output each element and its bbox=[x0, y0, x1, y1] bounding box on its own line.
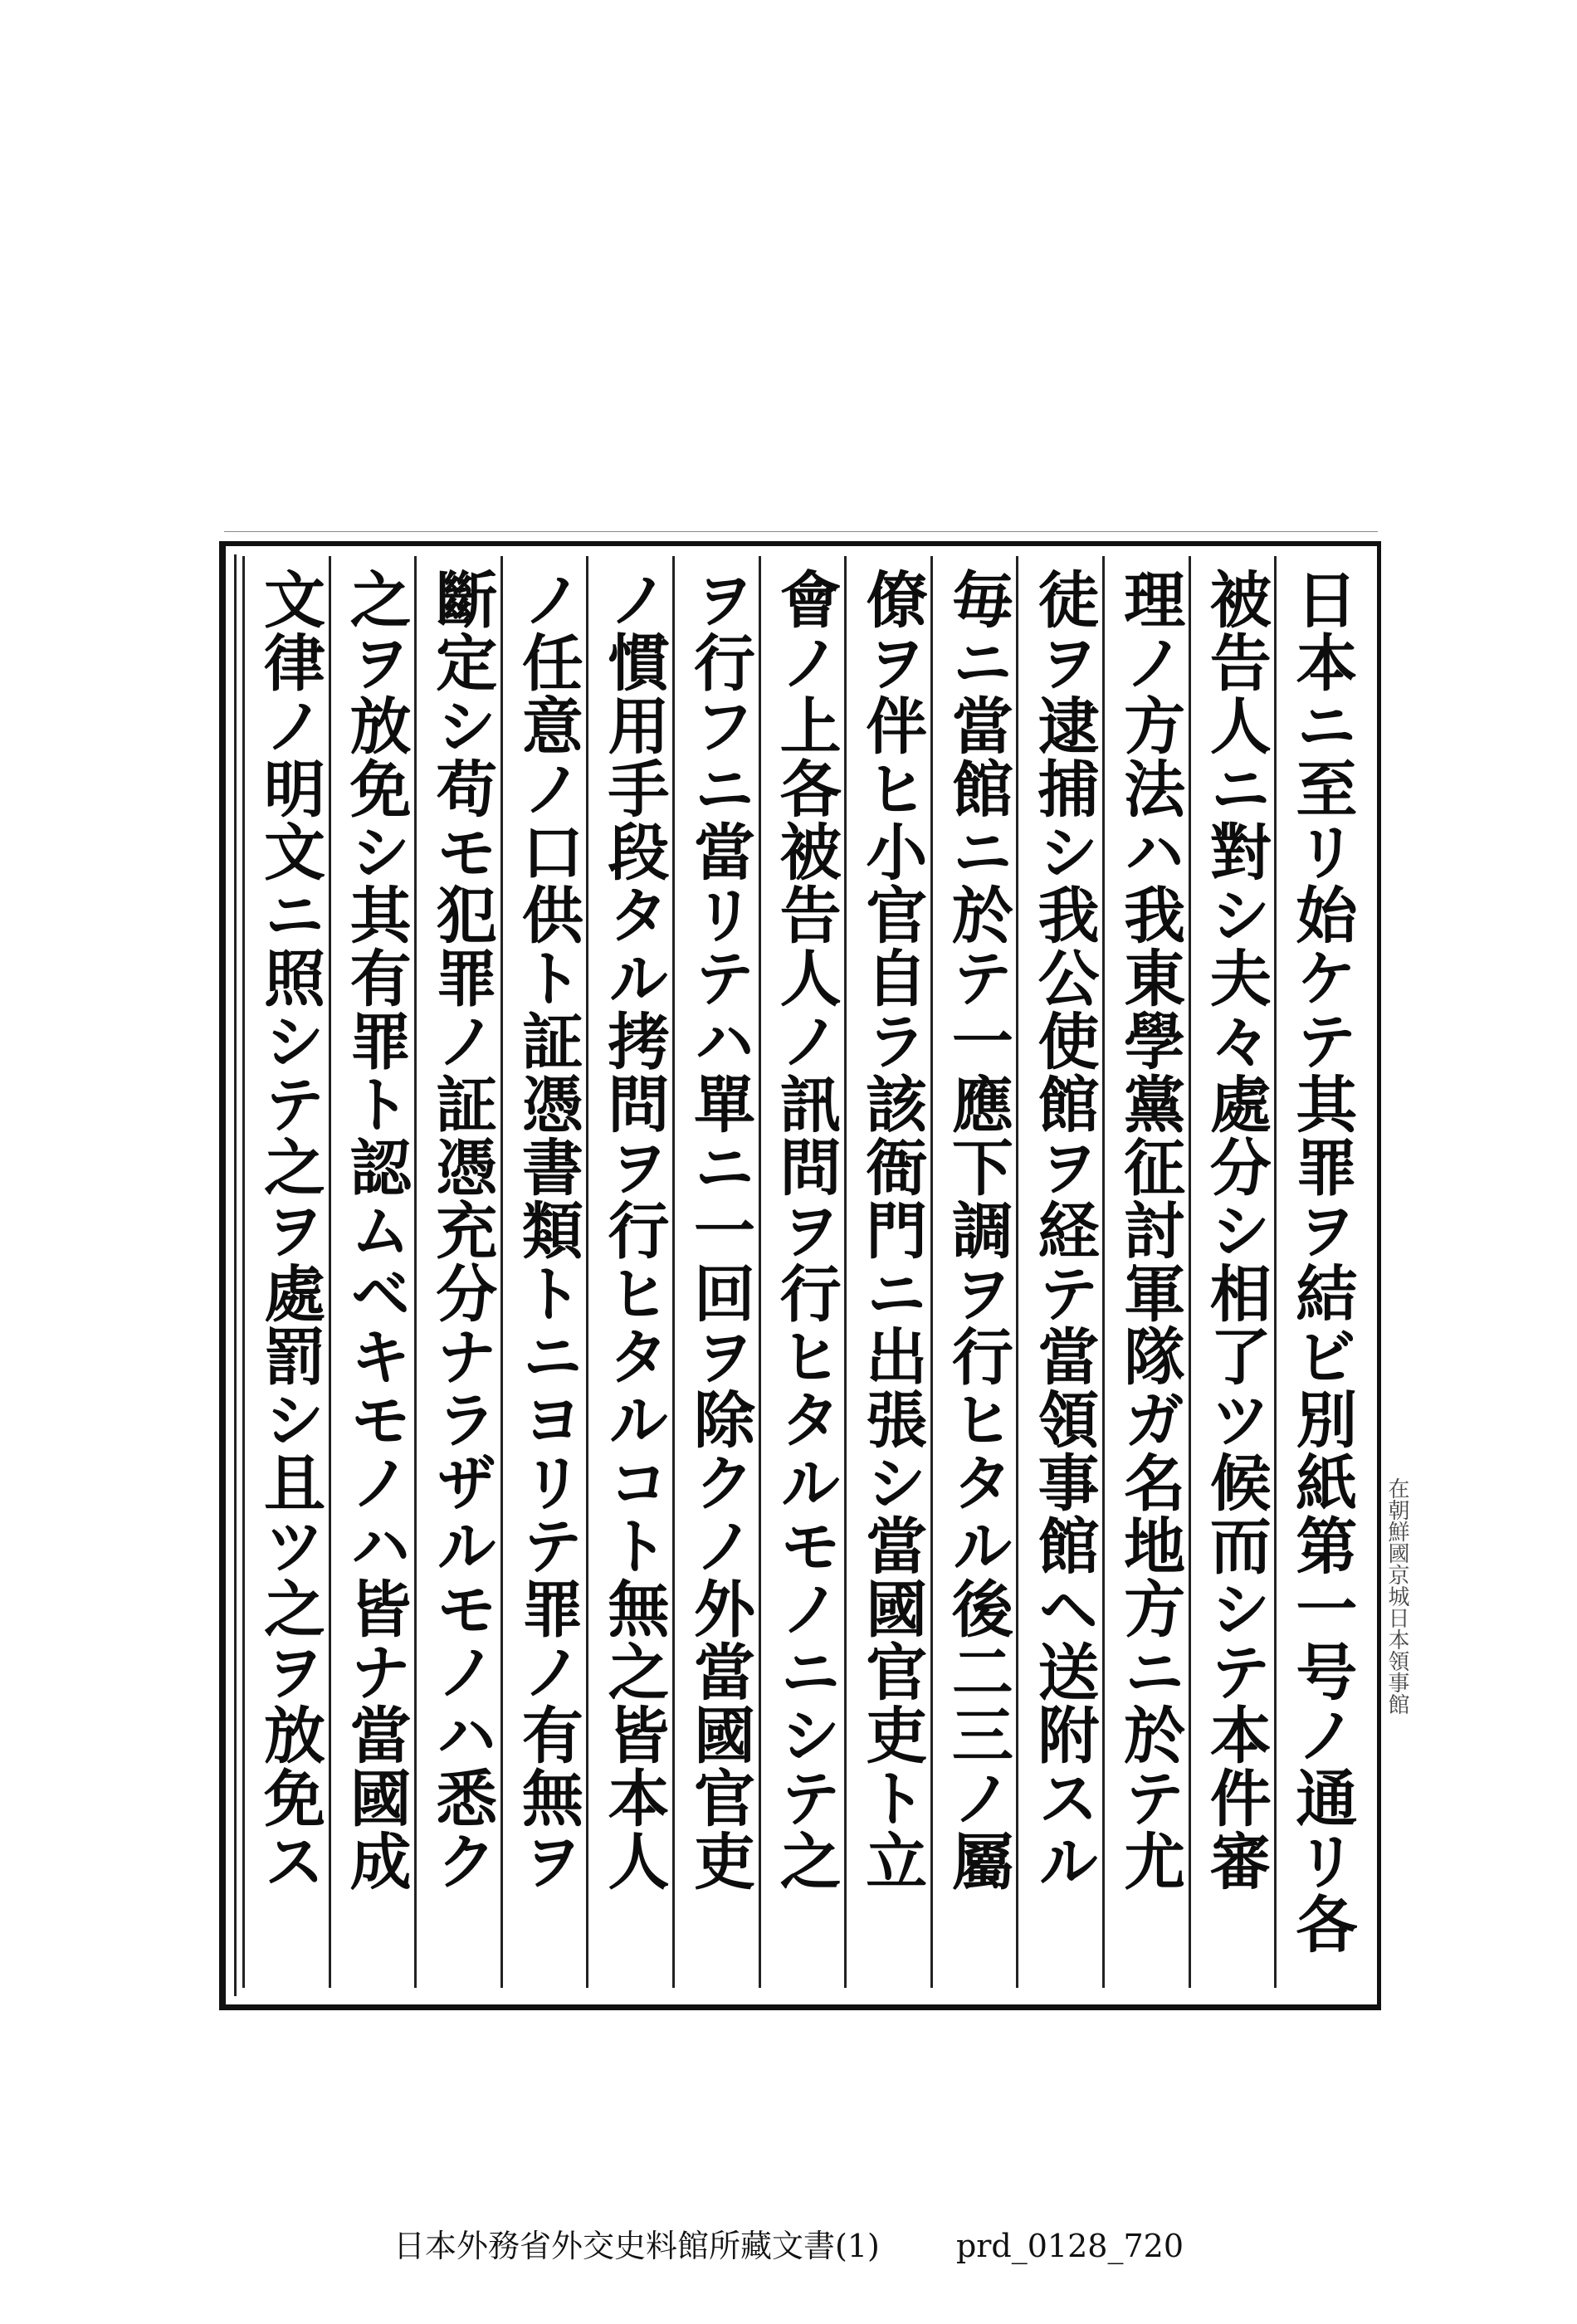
column-text: ヲ行フニ當リテハ單ニ一回ヲ除クノ外當國官吏 bbox=[684, 568, 756, 1892]
column-text: 日本ニ至リ始ケテ其罪ヲ結ビ別紙第一号ノ通リ各 bbox=[1286, 568, 1358, 1955]
text-column bbox=[500, 556, 587, 1988]
column-text: 會ノ上各被告人ノ訊問ヲ行ヒタルモノニシテ之 bbox=[769, 568, 842, 1892]
text-column bbox=[1274, 556, 1360, 1988]
column-text: ノ任意ノ口供ト証憑書類トニヨリテ罪ノ有無ヲ bbox=[511, 568, 583, 1892]
column-text: 理ノ方法ハ我東學黨征討軍隊ガ名地方ニ於テ尤 bbox=[1114, 568, 1186, 1892]
column-text: 被告人ニ對シ夫々處分シ相了ツ候而シテ本件審 bbox=[1199, 568, 1272, 1892]
document-page bbox=[219, 541, 1381, 2010]
column-text: 毎ニ當館ニ於テ一應下調ヲ行ヒタル後二三ノ屬 bbox=[941, 568, 1013, 1892]
page-edge-mark bbox=[224, 531, 1378, 533]
column-text: 僚ヲ伴ヒ小官自ラ該衙門ニ出張シ當國官吏ト立 bbox=[856, 568, 928, 1892]
text-column bbox=[844, 556, 930, 1988]
text-column bbox=[759, 556, 845, 1988]
text-column bbox=[1016, 556, 1102, 1988]
text-columns bbox=[242, 556, 1360, 1988]
text-column bbox=[1189, 556, 1275, 1988]
text-column bbox=[930, 556, 1017, 1988]
footer-id: prd_0128_720 bbox=[955, 2228, 1184, 2264]
column-text: 斷定シ苟モ犯罪ノ証憑充分ナラザルモノハ悉ク bbox=[426, 568, 498, 1892]
margin-stamp-text: 在朝鮮國京城日本領事館 bbox=[1384, 1477, 1409, 1715]
text-column bbox=[329, 556, 415, 1988]
text-column bbox=[1102, 556, 1189, 1988]
column-text: 之ヲ放免シ其有罪ト認ムベキモノハ皆ナ當國成 bbox=[339, 568, 412, 1892]
text-column bbox=[242, 556, 329, 1988]
text-column bbox=[414, 556, 500, 1988]
text-column bbox=[672, 556, 759, 1988]
column-text: 徒ヲ逮捕シ我公使館ヲ経テ當領事館ヘ送附スル bbox=[1028, 568, 1100, 1892]
column-text: ノ慣用手段タル拷問ヲ行ヒタルコト無之皆本人 bbox=[598, 568, 670, 1892]
footer bbox=[0, 2220, 1577, 2266]
text-column bbox=[586, 556, 672, 1988]
column-text: 文律ノ明文ニ照シテ之ヲ處罰シ且ツ之ヲ放免ス bbox=[254, 568, 325, 1892]
footer-title: 日本外務省外交史料館所藏文書(1) bbox=[393, 2228, 880, 2264]
